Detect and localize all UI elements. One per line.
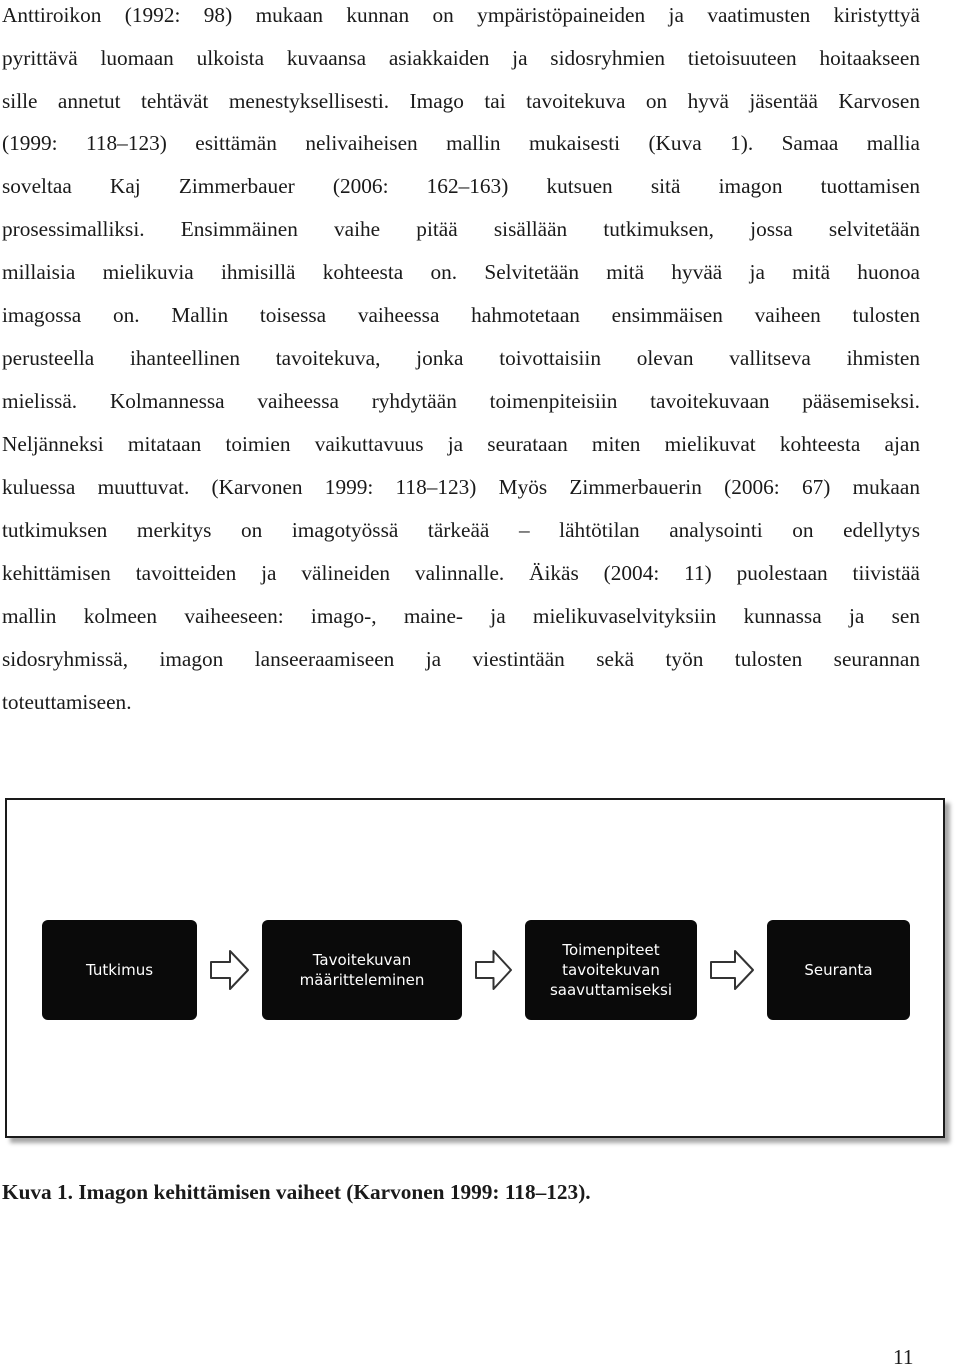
process-step-label: määritteleminen — [299, 971, 425, 989]
paragraph-line: prosessimalliksi. Ensimmäinen vaihe pitää sisällään tutkimuksen, jossa selvitetään — [2, 217, 920, 241]
process-step-label: Seuranta — [804, 961, 873, 979]
process-step-background — [262, 920, 462, 1020]
process-flow-diagram — [7, 800, 943, 1136]
right-arrow-icon — [711, 951, 753, 989]
paragraph-line: (1999: 118–123) esittämän nelivaiheisen mallin mukaisesti (Kuva 1). Samaa mallia — [2, 131, 920, 155]
process-model-figure — [5, 798, 945, 1138]
process-step-label: Toimenpiteet — [562, 941, 660, 959]
paragraph-line: perusteella ihanteellinen tavoitekuva, jonka toivottaisiin olevan vallitseva ihmisten — [2, 346, 920, 370]
paragraph-line: soveltaa Kaj Zimmerbauer (2006: 162–163) kutsuen sitä imagon tuottamisen — [2, 174, 920, 198]
page-number: 11 — [893, 1345, 914, 1369]
right-arrow-icon — [476, 951, 511, 989]
process-step-label: Tutkimus — [85, 961, 154, 979]
paragraph-line: mallin kolmeen vaiheeseen: imago-, maine- ja mielikuvaselvityksiin kunnassa ja sen — [2, 604, 920, 628]
process-step-label: Tavoitekuvan — [312, 951, 412, 969]
paragraph-line: Neljänneksi mitataan toimien vaikuttavuus ja seurataan miten mielikuvat kohteesta ajan — [2, 432, 920, 456]
paragraph-line: sidosryhmissä, imagon lanseeraamiseen ja viestintään sekä työn tulosten seurannan — [2, 647, 920, 671]
paragraph-line: toteuttamiseen. — [2, 690, 132, 714]
paragraph-line: kuluessa muuttuvat. (Karvonen 1999: 118–123) Myös Zimmerbauerin (2006: 67) mukaan — [2, 475, 920, 499]
right-arrow-icon — [211, 951, 248, 989]
figure-caption: Kuva 1. Imagon kehittämisen vaiheet (Karvonen 1999: 118–123). — [2, 1180, 591, 1204]
paragraph-line: pyrittävä luomaan ulkoista kuvaansa asiakkaiden ja sidosryhmien tietoisuuteen hoitaakseen — [2, 46, 920, 70]
paragraph-line: tutkimuksen merkitys on imagotyössä tärkeää – lähtötilan analysointi on edellytys — [2, 518, 920, 542]
process-step-box — [262, 920, 462, 1020]
process-step-box — [42, 920, 197, 1020]
process-step-label: tavoitekuvan — [562, 961, 660, 979]
process-step-box — [767, 920, 910, 1020]
paragraph-line: mielissä. Kolmannessa vaiheessa ryhdytään toimenpiteisiin tavoitekuvaan pääsemiseksi. — [2, 389, 920, 413]
process-step-box — [525, 920, 697, 1020]
paragraph-line: sille annetut tehtävät menestyksellisesti. Imago tai tavoitekuva on hyvä jäsentää Karvosen — [2, 89, 920, 113]
process-step-label: saavuttamiseksi — [549, 981, 673, 999]
paragraph-line: millaisia mielikuvia ihmisillä kohteesta on. Selvitetään mitä hyvää ja mitä huonoa — [2, 260, 920, 284]
paragraph-line: Anttiroikon (1992: 98) mukaan kunnan on ympäristöpaineiden ja vaatimusten kiristyttyä — [2, 3, 920, 27]
paragraph-line: imagossa on. Mallin toisessa vaiheessa hahmotetaan ensimmäisen vaiheen tulosten — [2, 303, 920, 327]
paragraph-line: kehittämisen tavoitteiden ja välineiden valinnalle. Äikäs (2004: 11) puolestaan tiivistää — [2, 561, 920, 585]
